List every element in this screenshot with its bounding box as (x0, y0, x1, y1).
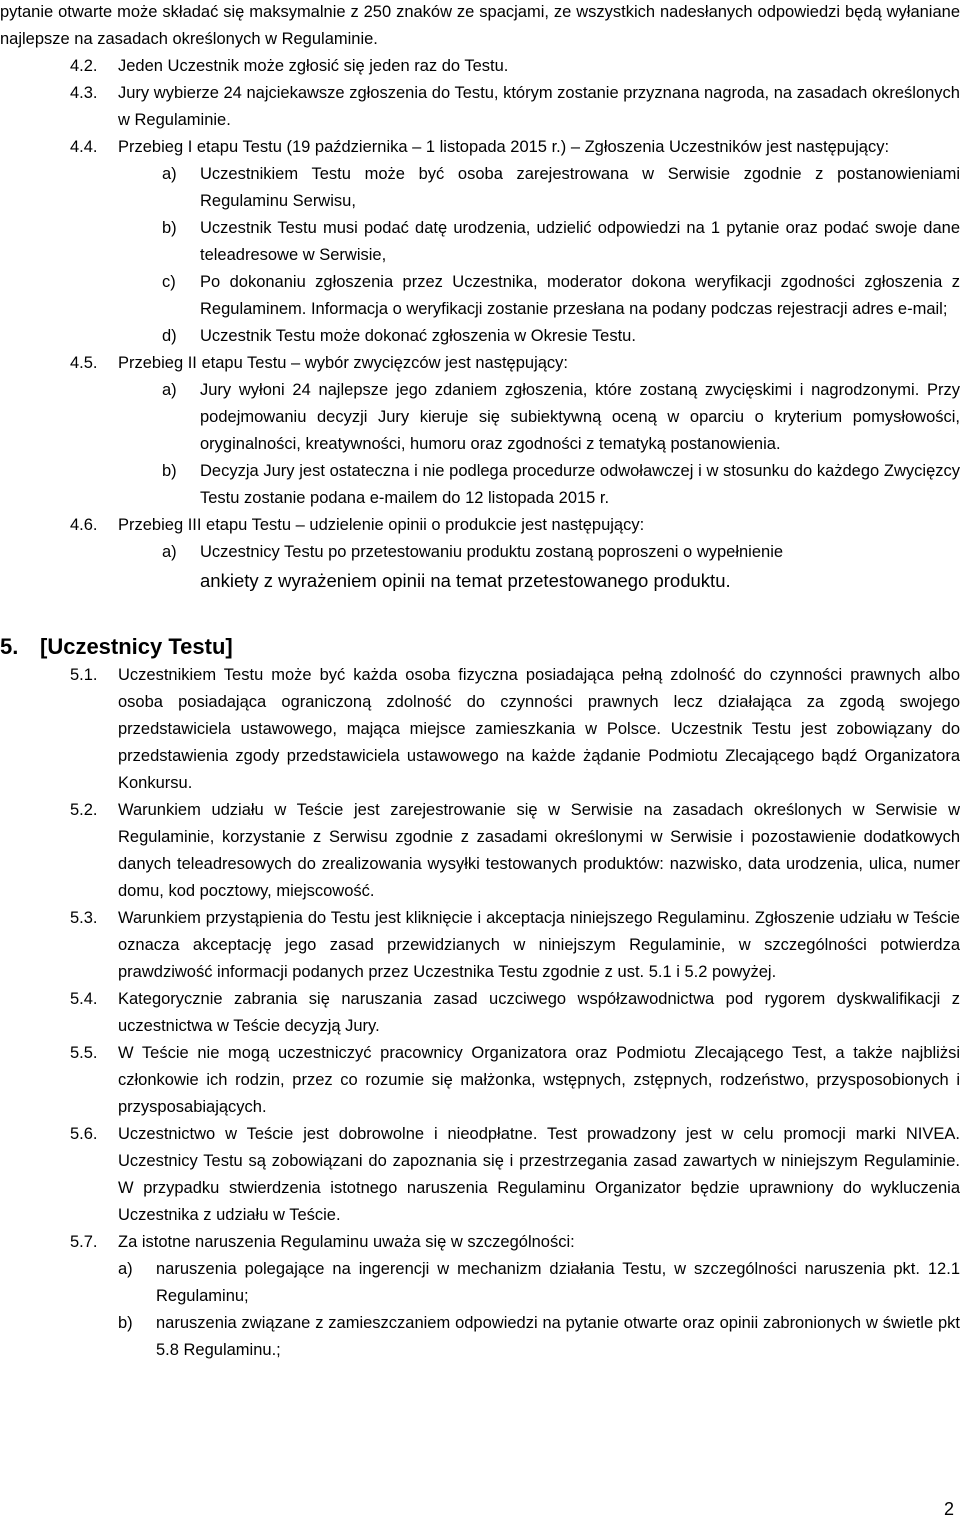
point-text: Warunkiem udziału w Teście jest zarejestrowanie się w Serwisie na zasadach określonych w Serwisie w Regulaminie, korzystanie z Serwisu zgodnie z zasadami określonymi w Serwisie i pozostawienie dodatkowych danych teleadresowych do zrealizowania wysyłki testowanych produktów: nazwisko, data urodzenia, ulica, numer domu, kod pocztowy, miejscowość. (118, 801, 960, 900)
list-text: Decyzja Jury jest ostateczna i nie podlega procedurze odwoławczej i w stosunku do każdego Zwycięzcy Testu zostanie podana e-mailem do 12 listopada 2015 r. (200, 462, 960, 507)
point-text: Jury wybierze 24 najciekawsze zgłoszenia do Testu, którym zostanie przyznana nagroda, na zasadach określonych w Regulaminie. (118, 84, 960, 129)
list-item (162, 377, 960, 458)
list-item (162, 215, 960, 269)
point-5-6 (0, 1121, 960, 1229)
list-item (118, 1256, 960, 1310)
point-number: 5.2. (70, 801, 98, 819)
section-number: 5. (0, 634, 19, 659)
point-text: Kategorycznie zabrania się naruszania zasad uczciwego współzawodnictwa pod rygorem dyskwalifikacji z uczestnictwa w Teście decyzją Jury. (118, 990, 960, 1035)
point-number: 5.7. (70, 1233, 98, 1251)
list-letter: c) (162, 273, 176, 291)
point-5-4 (0, 986, 960, 1040)
point-number: 5.3. (70, 909, 98, 927)
point-number: 4.3. (70, 84, 98, 102)
list-text: naruszenia polegające na ingerencji w mechanizm działania Testu, w szczególności naruszenia pkt. 12.1 Regulaminu; (156, 1260, 960, 1305)
list-text: Jury wyłoni 24 najlepsze jego zdaniem zgłoszenia, które zostaną zwycięskimi i nagrodzonymi. Przy podejmowaniu decyzji Jury kieruje się subiektywną oceną w oparciu o kryterium pomysłowości, oryginalności, kreatywności, humoru oraz zgodności z tematyką postanowienia. (200, 381, 960, 453)
intro-paragraph: pytanie otwarte może składać się maksymalnie z 250 znaków ze spacjami, ze wszystkich nadesłanych odpowiedzi będą wyłaniane najlepsze na zasadach określonych w Regulaminie. (0, 3, 960, 48)
point-5-2 (0, 797, 960, 905)
point-text: Warunkiem przystąpienia do Testu jest kliknięcie i akceptacja niniejszego Regulaminu. Zgłoszenie udziału w Teście oznacza akceptację jego zasad przewidzianych w niniejszym Regulaminie, w szczególności potwierdza prawdziwość informacji podanych przez Uczestnika Testu zgodnie z ust. 5.1 i 5.2 powyżej. (118, 909, 960, 981)
list-item (162, 269, 960, 323)
list-text: Uczestnik Testu może dokonać zgłoszenia w Okresie Testu. (200, 327, 636, 345)
list-item (162, 539, 960, 596)
list-letter: b) (118, 1314, 133, 1332)
list-letter: d) (162, 327, 177, 345)
list-letter: b) (162, 462, 177, 480)
list-text-wrapper (200, 539, 960, 596)
point-text: Uczestnictwo w Teście jest dobrowolne i nieodpłatne. Test prowadzony jest w celu promocji marki NIVEA. Uczestnicy Testu są zobowiązani do zapoznania się i przestrzegania zasad zawartych w niniejszym Regulaminie. W przypadku stwierdzenia istotnego naruszenia Regulaminu Organizator będzie uprawniony do wykluczenia Uczestnika z udziału w Teście. (118, 1125, 960, 1224)
list-item (118, 1310, 960, 1364)
list-item (162, 458, 960, 512)
list-letter: a) (162, 543, 177, 561)
point-text: Jeden Uczestnik może zgłosić się jeden raz do Testu. (118, 57, 509, 75)
list-letter: a) (118, 1260, 133, 1278)
list-text: Po dokonaniu zgłoszenia przez Uczestnika, moderator dokona weryfikacji zgodności zgłoszenia z Regulaminem. Informacja o weryfikacji zostanie przesłana na podany podczas rejestracji adres e-mail; (200, 273, 960, 318)
point-text: Przebieg I etapu Testu (19 października – 1 listopada 2015 r.) – Zgłoszenia Uczestników jest następujący: (118, 138, 890, 156)
point-text: Przebieg II etapu Testu – wybór zwycięzców jest następujący: (118, 354, 569, 372)
section-heading (0, 632, 960, 662)
point-5-5 (0, 1040, 960, 1121)
point-4-2 (0, 53, 960, 80)
point-number: 4.6. (70, 516, 98, 534)
point-number: 5.6. (70, 1125, 98, 1143)
point-number: 4.4. (70, 138, 98, 156)
point-number: 4.2. (70, 57, 98, 75)
list-item (162, 323, 960, 350)
point-text: Za istotne naruszenia Regulaminu uważa się w szczególności: (118, 1233, 575, 1251)
section-title: [Uczestnicy Testu] (40, 634, 233, 659)
point-5-7 (0, 1229, 960, 1256)
point-5-1 (0, 662, 960, 797)
point-number: 5.4. (70, 990, 98, 1008)
point-4-5 (0, 350, 960, 377)
list-item (162, 161, 960, 215)
point-text: W Teście nie mogą uczestniczyć pracownicy Organizatora oraz Podmiotu Zlecającego Test, a także najbliżsi członkowie ich rodzin, przez co rozumie się małżonka, wstępnych, zstępnych, rodzeństwo, przysposobionych i przysposabiających. (118, 1044, 960, 1116)
list-text-large: ankiety z wyrażeniem opinii na temat przetestowanego produktu. (200, 570, 731, 591)
point-4-4 (0, 134, 960, 161)
page-number: 2 (943, 1499, 954, 1519)
list-text: Uczestnicy Testu po przetestowaniu produktu zostaną poproszeni o wypełnienie (200, 543, 784, 561)
point-4-3 (0, 80, 960, 134)
point-number: 4.5. (70, 354, 98, 372)
list-text: Uczestnikiem Testu może być osoba zarejestrowana w Serwisie zgodnie z postanowieniami Regulaminu Serwisu, (200, 165, 960, 210)
list-text: naruszenia związane z zamieszczaniem odpowiedzi na pytanie otwarte oraz opinii zabronionych w świetle pkt 5.8 Regulaminu.; (156, 1314, 960, 1359)
list-letter: a) (162, 381, 177, 399)
list-text: Uczestnik Testu musi podać datę urodzenia, udzielić odpowiedzi na 1 pytanie oraz podać swoje dane teleadresowe w Serwisie, (200, 219, 960, 264)
list-letter: a) (162, 165, 177, 183)
point-text: Uczestnikiem Testu może być każda osoba fizyczna posiadająca pełną zdolność do czynności prawnych albo osoba posiadająca ograniczoną zdolność do czynności prawnych lecz działająca za zgodą swojego przedstawiciela ustawowego, mająca miejsce zamieszkania w Polsce. Uczestnik Testu jest zobowiązany do przedstawienia zgody przedstawiciela ustawowego na każde żądanie Podmiotu Zlecającego bądź Organizatora Konkursu. (118, 666, 960, 792)
point-number: 5.5. (70, 1044, 98, 1062)
point-4-6 (0, 512, 960, 539)
point-5-3 (0, 905, 960, 986)
point-number: 5.1. (70, 666, 98, 684)
point-text: Przebieg III etapu Testu – udzielenie opinii o produkcie jest następujący: (118, 516, 645, 534)
list-letter: b) (162, 219, 177, 237)
